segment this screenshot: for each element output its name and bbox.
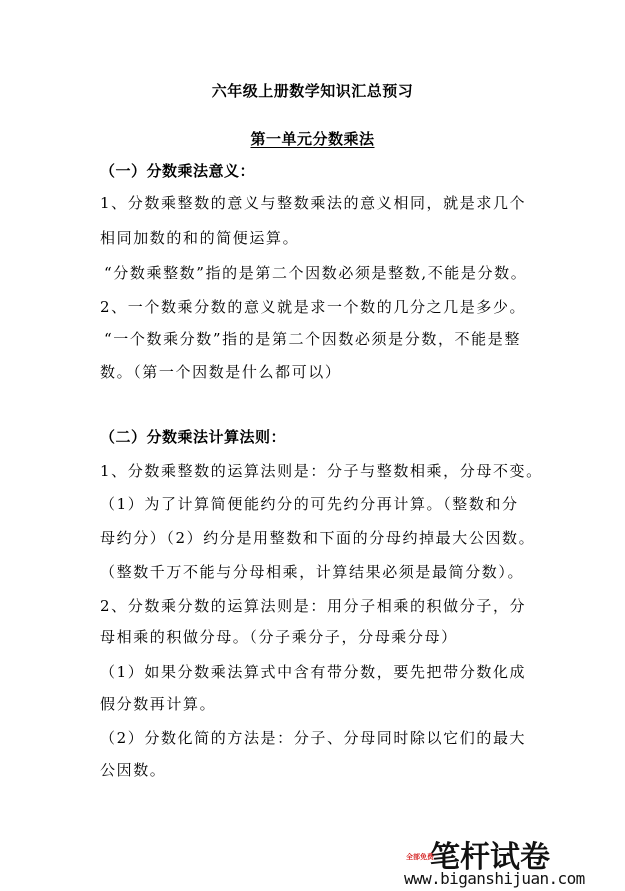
text-line: 1、分数乘整数的意义与整数乘法的意义相同，就是求几个	[100, 194, 527, 212]
text-line: 2、一个数乘分数的意义就是求一个数的几分之几是多少。	[100, 298, 527, 316]
text-line: （整数千万不能与分母相乘，计算结果必须是最简分数）。	[100, 563, 525, 581]
text-line: 公因数。	[100, 761, 167, 779]
text-line: （2）分数化简的方法是：分子、分母同时除以它们的最大	[100, 729, 527, 747]
section-heading-rules: （二）分数乘法计算法则：	[100, 428, 287, 446]
watermark-logo	[404, 832, 625, 891]
text-line: “分数乘整数”指的是第二个因数必须是整数,不能是分数。	[104, 264, 528, 282]
brand-name: 笔杆试卷	[430, 840, 550, 875]
section-heading-meaning: （一）分数乘法意义：	[100, 162, 256, 180]
text-line: 母约分）（2）约分是用整数和下面的分母约掉最大公因数。	[100, 529, 536, 547]
text-line: （1）为了计算简便能约分的可先约分再计算。（整数和分	[100, 495, 519, 513]
text-line: 2、分数乘分数的运算法则是：用分子相乘的积做分子，分	[100, 597, 527, 615]
free-tag: 全部免费	[406, 853, 434, 861]
text-line: “一个数乘分数”指的是第二个因数必须是分数，不能是整	[104, 330, 521, 348]
text-line: （1）如果分数乘法算式中含有带分数，要先把带分数化成	[100, 663, 527, 681]
text-line: 母相乘的积做分母。（分子乘分子，分母乘分母）	[100, 628, 458, 646]
text-line: 相同加数的和的简便运算。	[100, 229, 300, 247]
text-line: 1、分数乘整数的运算法则是：分子与整数相乘，分母不变。	[100, 462, 543, 480]
unit-title: 第一单元分数乘法	[250, 130, 375, 148]
document-title: 六年级上册数学知识汇总预习	[211, 82, 414, 100]
text-line: 假分数再计算。	[100, 695, 217, 713]
site-url: www.biganshijuan.com	[404, 869, 585, 888]
text-line: 数。（第一个因数是什么都可以）	[100, 363, 342, 381]
